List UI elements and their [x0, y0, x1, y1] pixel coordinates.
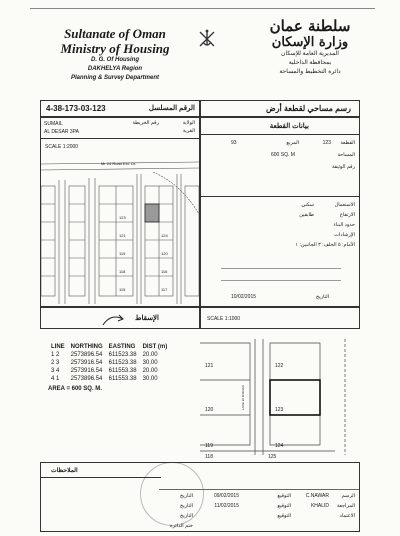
key-plan-label-box: [40, 307, 200, 329]
coords-cell: 611553.38: [108, 368, 137, 374]
serial-label: الرقم المسلسل: [148, 105, 195, 112]
date-label: التاريخ: [180, 503, 193, 509]
key-plot-number: 121: [205, 363, 214, 369]
area-label: المساحة: [337, 152, 355, 158]
coordinates-table: [48, 343, 170, 393]
plan-block-label: 118: [119, 269, 126, 274]
doc-no-label: رقم الوثيقة: [331, 164, 355, 170]
key-plan-scale: SCALE 1:1000: [207, 316, 241, 322]
use-label: الاستعمال: [334, 202, 355, 208]
setback-values: الأمام: ٥ الخلف: ٣ الجانبين: ١: [295, 242, 355, 248]
plan-block-label: 117: [161, 287, 168, 292]
setback-label: حدود البناء: [333, 222, 355, 228]
plan-block-label: 121: [119, 233, 126, 238]
key-road-label: LANE 20 M ROAD: [241, 385, 245, 410]
village-value: AL DESAR 3PA: [44, 129, 80, 135]
coords-cell: 2573916.54: [70, 368, 103, 374]
key-plot-number: 120: [205, 407, 214, 413]
coords-cell: 2573896.54: [70, 376, 103, 382]
key-plan-scale-box: [200, 307, 360, 329]
coords-cell: 611523.38: [108, 352, 137, 358]
coords-header: EASTING: [108, 344, 136, 350]
coords-header: NORTHING: [70, 344, 103, 350]
coords-cell: 2573916.54: [70, 360, 103, 366]
coords-cell: 2573896.54: [70, 352, 103, 358]
north-arrow-icon: [101, 311, 125, 327]
plan-map: [41, 154, 199, 306]
drawn-name: C.NAWAR: [305, 493, 329, 499]
coords-cell: 3 4: [51, 368, 60, 374]
signature-block: [40, 462, 360, 532]
plan-block-label: 124: [161, 233, 168, 238]
plot-value: 123: [322, 140, 331, 146]
drawn-label: الرسم: [341, 493, 355, 499]
plan-scale: SCALE 1:2000: [45, 144, 79, 150]
coords-cell: 20.00: [142, 368, 158, 374]
oman-emblem-icon: [196, 28, 218, 50]
sign-label: التوقيع: [277, 493, 291, 499]
table-row: [48, 351, 170, 359]
plot-label: القطعة: [340, 140, 355, 146]
plan-no-label: رقم الخريطة: [132, 120, 159, 126]
coords-cell: 20.00: [142, 352, 158, 358]
divider: [41, 477, 161, 478]
coords-cell: 4 1: [51, 376, 60, 382]
location-plan: [40, 117, 200, 307]
total-area: AREA = 600 SQ. M.: [48, 386, 102, 392]
key-plot-number: 119: [205, 443, 213, 449]
height-value: طابقين: [299, 212, 314, 218]
header-arabic: [250, 18, 370, 77]
scheme-value: 93: [231, 140, 237, 146]
key-plot-number: 125: [268, 454, 277, 460]
coords-cell: 30.00: [142, 360, 158, 366]
header-country: Sultanate of Oman: [64, 26, 166, 41]
sign-label: التوقيع: [277, 513, 291, 519]
highlighted-plot: [145, 204, 159, 222]
top-border: [30, 8, 375, 9]
doc-title: رسم مساحي لقطعة أرض: [266, 104, 351, 113]
key-plan-map: [195, 335, 360, 460]
plan-block-label: 120: [161, 251, 168, 256]
key-plot-number: 122: [275, 363, 284, 369]
checked-name: KHALID: [310, 503, 329, 509]
header-ar-directorate: المديرية العامة للإسكان: [281, 51, 339, 57]
plan-block-label: 119: [119, 251, 126, 256]
coords-header: LINE: [51, 344, 65, 350]
checked-date: 11/02/2015: [214, 503, 239, 509]
coords-header: DIST (m): [142, 344, 168, 350]
drawn-date: 09/02/2015: [213, 493, 239, 499]
area-value: 600 SQ. M: [271, 152, 295, 158]
sign-label: التوقيع: [277, 503, 291, 509]
header-ar-country: سلطنة عمان: [269, 17, 351, 35]
height-label: الارتفاع: [339, 212, 355, 218]
date-label: التاريخ: [180, 513, 193, 519]
divider: [41, 138, 199, 139]
key-plot-number: 123: [275, 407, 284, 413]
divider: [221, 268, 341, 269]
header-ar-ministry: وزارة الإسكان: [271, 35, 349, 50]
date-label: التاريخ: [316, 294, 329, 300]
divider: [201, 196, 359, 197]
coords-cell: 2 3: [51, 360, 60, 366]
key-plot-number: 124: [275, 443, 284, 449]
table-row: [48, 375, 170, 383]
header-department: Planning & Survey Department: [70, 75, 160, 81]
table-row: [48, 359, 170, 367]
serial-box: [40, 100, 200, 117]
date-value: 10/02/2015: [231, 294, 257, 300]
header-english: [40, 26, 190, 83]
use-value: سكني: [301, 202, 314, 208]
coords-cell: 611523.38: [108, 360, 137, 366]
header-ar-department: دائرة التخطيط والمساحة: [279, 69, 341, 75]
plan-block-label: 115: [119, 287, 126, 292]
key-plot-number: 118: [205, 454, 213, 460]
plan-block-label: 116: [161, 269, 168, 274]
key-plan-label: الإسقاط: [135, 315, 159, 322]
wilayat-label: الولاية: [182, 120, 195, 126]
coords-cell: 611553.38: [108, 376, 137, 382]
divider: [159, 489, 359, 490]
coords-cell: 30.00: [142, 376, 158, 382]
plot-data-heading: بيانات القطعة: [269, 123, 309, 130]
checked-label: المراجعة: [336, 503, 355, 509]
header-directorate: D. G. Of Housing: [91, 57, 139, 63]
plan-block-label: 123: [119, 215, 126, 220]
scheme-label: المربع: [286, 140, 299, 146]
notes-label: الإرشادات: [334, 232, 355, 238]
wilayat-value: SUMAIL: [44, 121, 63, 127]
seal-label: ختم الدائرة: [169, 523, 193, 529]
road-label: Mr 24 Road Ext. Dr.: [101, 161, 137, 166]
approved-label: الاعتماد: [339, 513, 355, 519]
coords-cell: 1 2: [51, 352, 60, 358]
date-label: التاريخ: [180, 493, 193, 499]
doc-title-box: [200, 100, 360, 117]
header-ministry: Ministry of Housing: [60, 41, 170, 56]
village-label: القرية: [182, 128, 195, 134]
plot-data-box: [200, 117, 360, 307]
table-row: [48, 367, 170, 375]
notes-label: الملاحظات: [51, 468, 78, 474]
header-region: DAKHELYA Region: [87, 66, 143, 72]
serial-number: 4-38-173-03-123: [46, 104, 106, 113]
header-ar-region: بمحافظة الداخلية: [288, 60, 332, 66]
divider: [201, 134, 359, 135]
divider: [221, 280, 341, 281]
